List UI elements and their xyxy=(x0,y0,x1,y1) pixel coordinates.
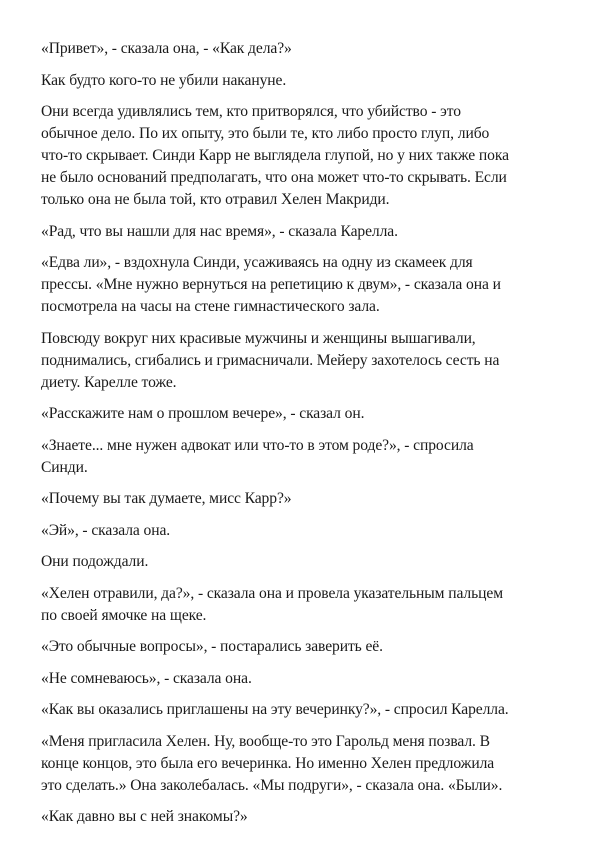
text-line: конце концов, это была его вечеринка. Но именно Хелен предложила xyxy=(41,754,495,772)
text-line: «Едва ли», - вздохнула Синди, усаживаясь на одну из скамеек для xyxy=(41,254,473,271)
text-line: прессы. «Мне нужно вернуться на репетицию к двум», - сказала она и xyxy=(41,276,501,293)
text-line: Повсюду вокруг них красивые мужчины и женщины вышагивали, xyxy=(41,329,476,347)
text-line: по своей ямочке на щеке. xyxy=(41,606,207,624)
paragraph-dialogue xyxy=(41,488,561,510)
text-line: диету. Карелле тоже. xyxy=(41,373,177,391)
text-line: Они всегда удивлялись тем, кто притворялся, что убийство - это xyxy=(41,103,461,120)
paragraph-narration xyxy=(41,551,561,573)
paragraph-dialogue xyxy=(41,731,561,797)
paragraph-dialogue xyxy=(41,699,561,721)
text-line: только она не была той, кто отравил Хелен Макриди. xyxy=(41,191,390,208)
paragraph-greeting xyxy=(41,38,561,60)
paragraph-dialogue xyxy=(41,636,561,658)
text-line: поднимались, сгибались и гримасничали. Мейеру захотелось сесть на xyxy=(41,351,500,369)
text-line: «Знаете... мне нужен адвокат или что-то в этом роде?», - спросила xyxy=(41,436,474,454)
paragraph-dialogue xyxy=(41,583,561,627)
text-line: «Меня пригласила Хелен. Ну, вообще-то это Гарольд меня позвал. В xyxy=(41,732,490,750)
paragraph-dialogue xyxy=(41,520,561,542)
paragraph-dialogue xyxy=(41,221,561,243)
text-line: «Не сомневаюсь», - сказала она. xyxy=(41,669,252,687)
text-line: посмотрела на часы на стене гимнастического зала. xyxy=(41,298,380,315)
paragraph-narration xyxy=(41,328,561,394)
text-line: что-то скрывает. Синди Карр не выглядела глупой, но у них также пока xyxy=(41,147,509,164)
text-line: Синди. xyxy=(41,458,88,476)
text-line: Они подождали. xyxy=(41,553,149,570)
text-line: «Расскажите нам о прошлом вечере», - сказал он. xyxy=(41,405,365,422)
paragraph-dialogue xyxy=(41,252,561,318)
text-line: не было оснований предполагать, что она может что-то скрывать. Если xyxy=(41,169,507,186)
text-line: «Хелен отравили, да?», - сказала она и провела указательным пальцем xyxy=(41,584,503,602)
document-page xyxy=(41,38,561,838)
paragraph-dialogue xyxy=(41,435,561,479)
text-line: обычное дело. По их опыту, это были те, кто либо просто глуп, либо xyxy=(41,125,490,142)
text-line: «Почему вы так думаете, мисс Карр?» xyxy=(41,490,292,507)
paragraph-dialogue xyxy=(41,403,561,425)
text-line: «Это обычные вопросы», - постарались заверить её. xyxy=(41,638,383,655)
text-line: «Как вы оказались приглашены на эту вечеринку?», - спросил Карелла. xyxy=(41,701,509,718)
text-line: «Рад, что вы нашли для нас время», - сказала Карелла. xyxy=(41,222,398,240)
text-line: «Эй», - сказала она. xyxy=(41,521,171,539)
text-line: «Привет», - сказала она, - «Как дела?» xyxy=(41,40,292,57)
text-line: Как будто кого-то не убили накануне. xyxy=(41,71,287,89)
text-line: это сделать.» Она заколебалась. «Мы подруги», - сказала она. «Были». xyxy=(41,776,503,794)
paragraph-dialogue xyxy=(41,668,561,690)
paragraph-dialogue xyxy=(41,806,561,828)
paragraph-narration xyxy=(41,70,561,92)
paragraph-narration xyxy=(41,101,561,211)
text-line: «Как давно вы с ней знакомы?» xyxy=(41,808,248,825)
